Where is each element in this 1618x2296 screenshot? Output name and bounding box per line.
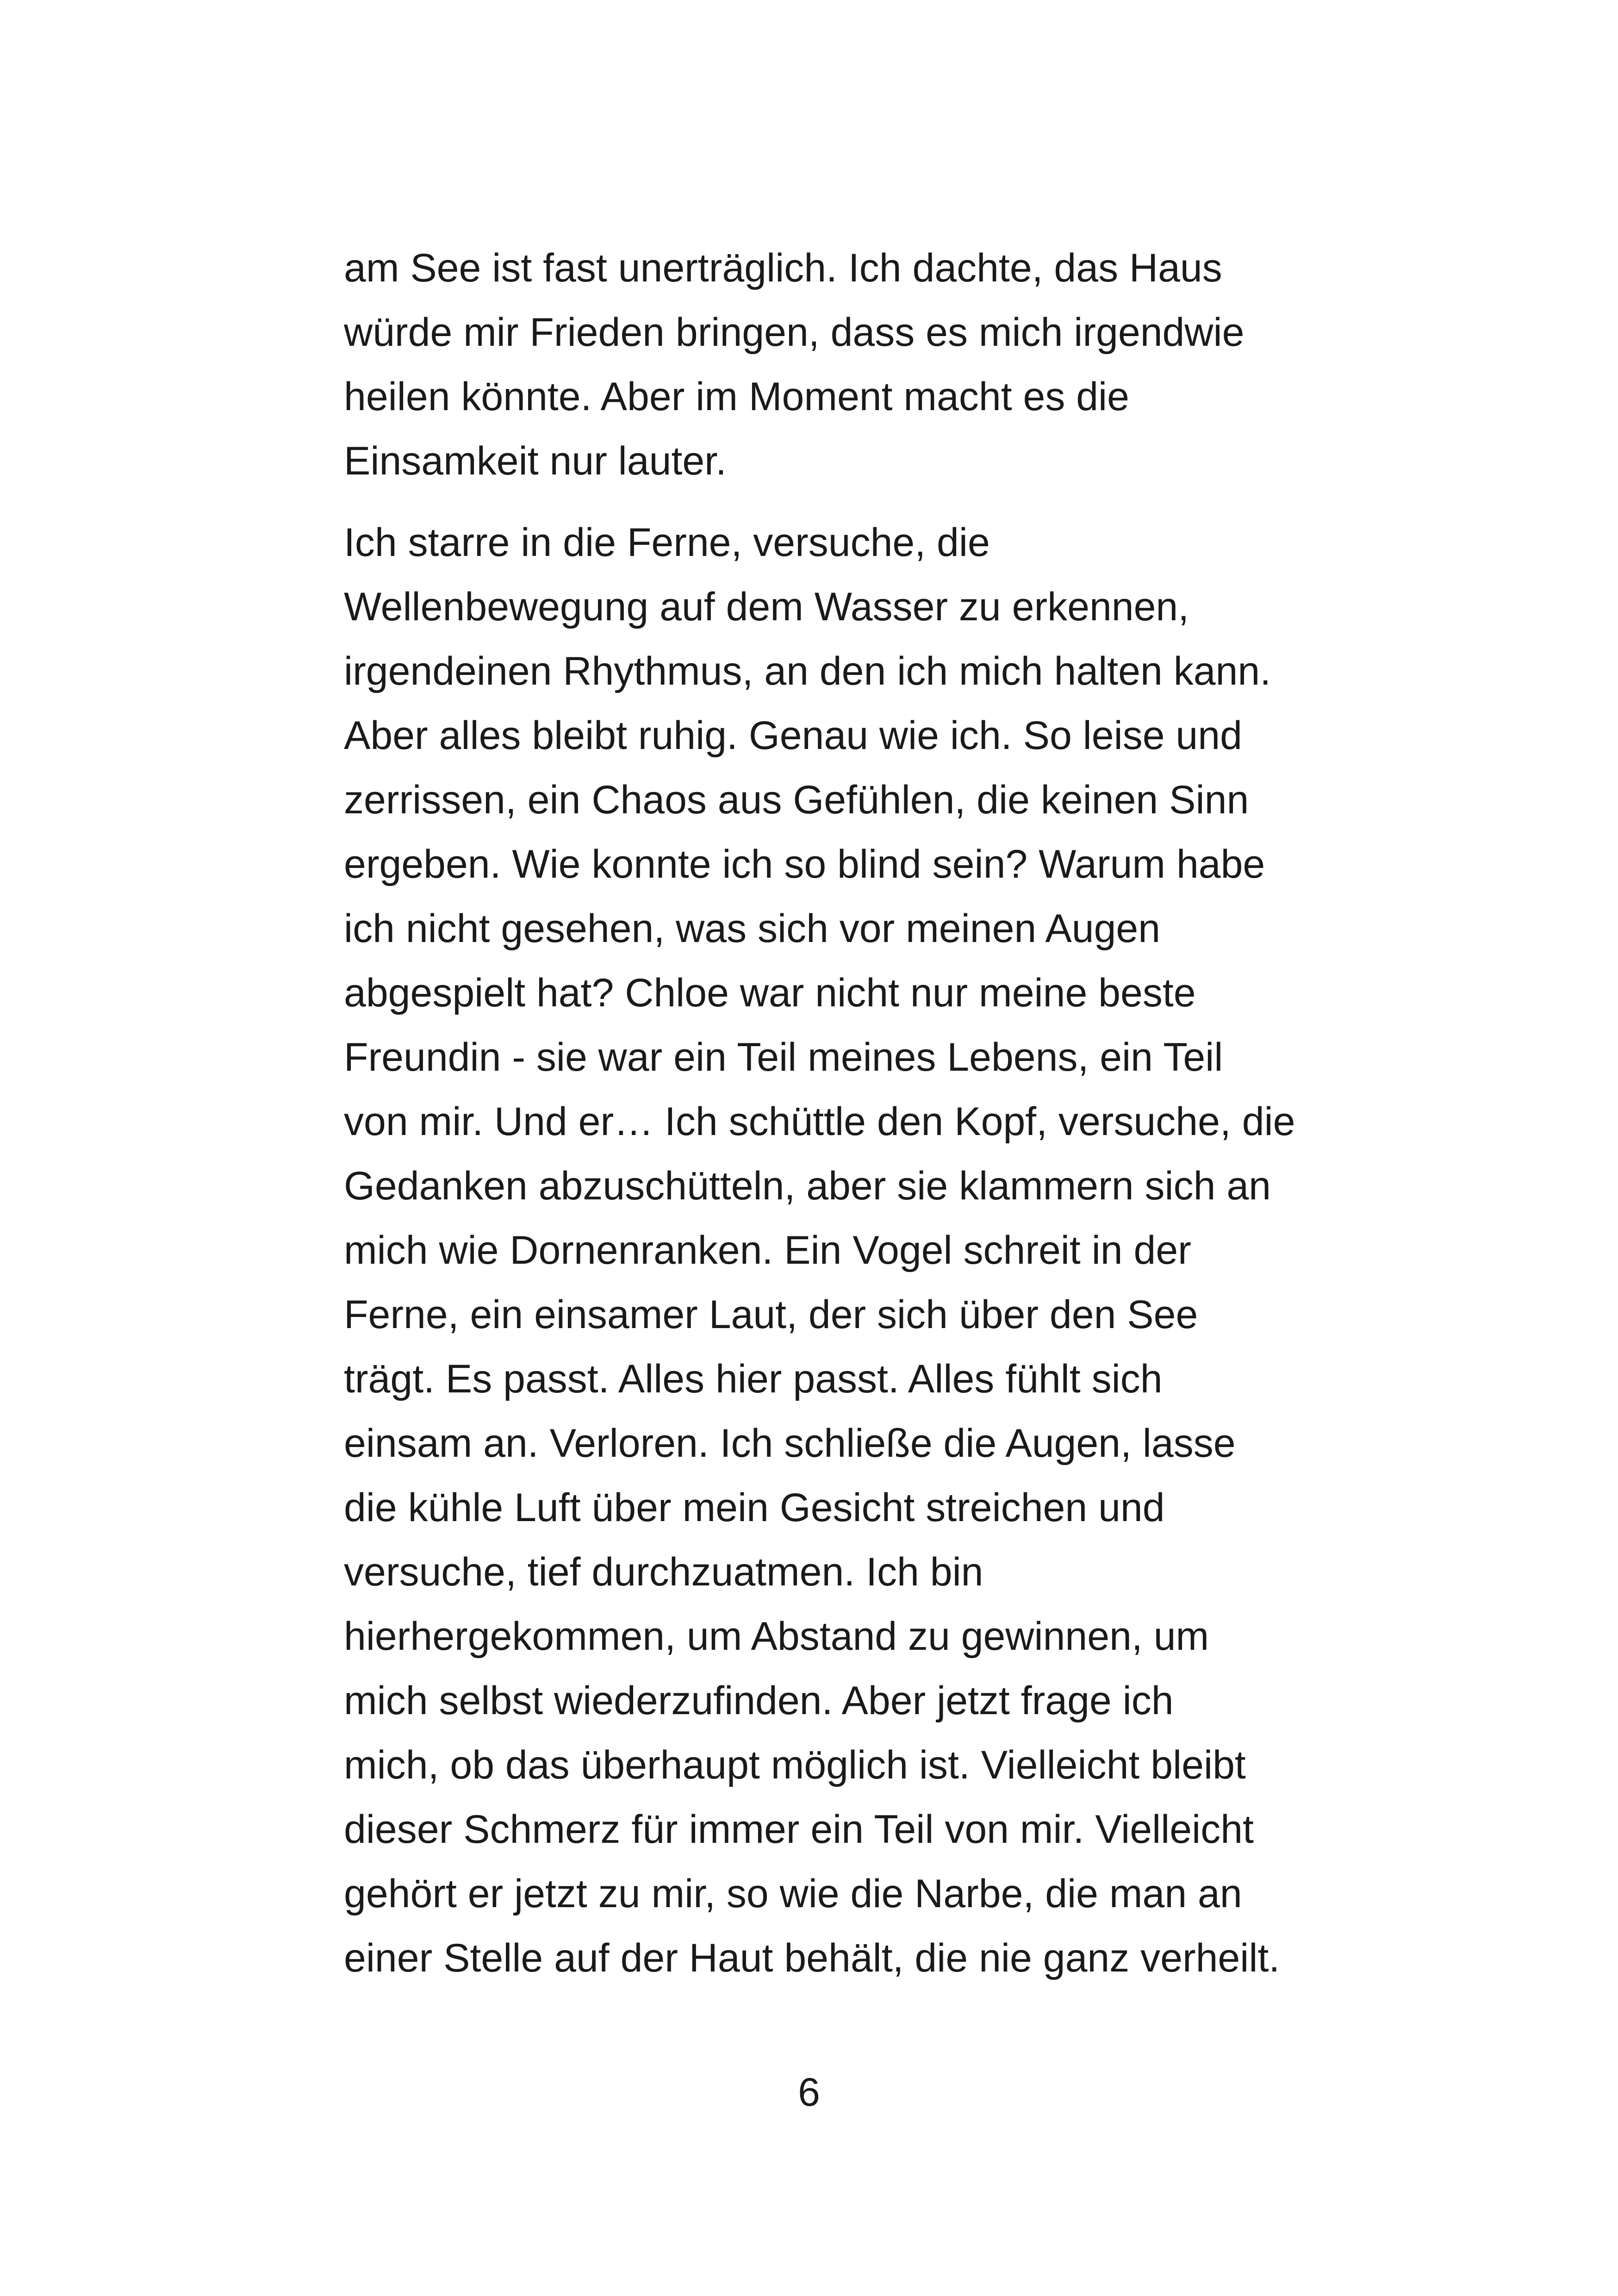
text-line: einsam an. Verloren. Ich schließe die Augen, lasse xyxy=(344,1421,1236,1466)
text-line: ergeben. Wie konnte ich so blind sein? Warum habe xyxy=(344,842,1265,886)
text-line: Einsamkeit nur lauter. xyxy=(344,439,727,483)
text-line: die kühle Luft über mein Gesicht streichen und xyxy=(344,1485,1165,1530)
text-line: Ferne, ein einsamer Laut, der sich über den See xyxy=(344,1292,1198,1337)
text-line: gehört er jetzt zu mir, so wie die Narbe, die man an xyxy=(344,1872,1242,1916)
paragraph-2 xyxy=(344,511,1353,1990)
text-line: mich wie Dornenranken. Ein Vogel schreit in der xyxy=(344,1228,1191,1273)
text-line: mich selbst wiederzufinden. Aber jetzt frage ich xyxy=(344,1678,1174,1723)
text-line: Gedanken abzuschütteln, aber sie klammern sich an xyxy=(344,1164,1271,1208)
text-line: Wellenbewegung auf dem Wasser zu erkennen, xyxy=(344,585,1189,629)
text-line: trägt. Es passt. Alles hier passt. Alles fühlt sich xyxy=(344,1357,1163,1401)
text-line: Aber alles bleibt ruhig. Genau wie ich. So leise und xyxy=(344,713,1242,758)
text-line: Ich starre in die Ferne, versuche, die xyxy=(344,520,990,565)
text-line: würde mir Frieden bringen, dass es mich irgendwie xyxy=(344,310,1245,355)
text-line: mich, ob das überhaupt möglich ist. Vielleicht bleibt xyxy=(344,1743,1246,1787)
text-line: irgendeinen Rhythmus, an den ich mich halten kann. xyxy=(344,649,1271,693)
page-number: 6 xyxy=(798,2070,820,2115)
text-line: hierhergekommen, um Abstand zu gewinnen, um xyxy=(344,1614,1209,1659)
text-line: versuche, tief durchzuatmen. Ich bin xyxy=(344,1550,983,1594)
text-line: Freundin - sie war ein Teil meines Lebens, ein Teil xyxy=(344,1035,1223,1079)
text-line: einer Stelle auf der Haut behält, die nie ganz verheilt. xyxy=(344,1936,1280,1980)
text-line: dieser Schmerz für immer ein Teil von mir. Vielleicht xyxy=(344,1807,1254,1852)
text-line: abgespielt hat? Chloe war nicht nur meine beste xyxy=(344,971,1196,1015)
text-line: ich nicht gesehen, was sich vor meinen Augen xyxy=(344,906,1161,951)
text-line: zerrissen, ein Chaos aus Gefühlen, die keinen Sinn xyxy=(344,778,1249,822)
paragraph-1 xyxy=(344,236,1353,493)
text-line: am See ist fast unerträglich. Ich dachte, das Haus xyxy=(344,246,1222,290)
text-line: heilen könnte. Aber im Moment macht es die xyxy=(344,374,1129,419)
text-line: von mir. Und er… Ich schüttle den Kopf, versuche, die xyxy=(344,1099,1295,1144)
body-text xyxy=(344,236,1353,1990)
